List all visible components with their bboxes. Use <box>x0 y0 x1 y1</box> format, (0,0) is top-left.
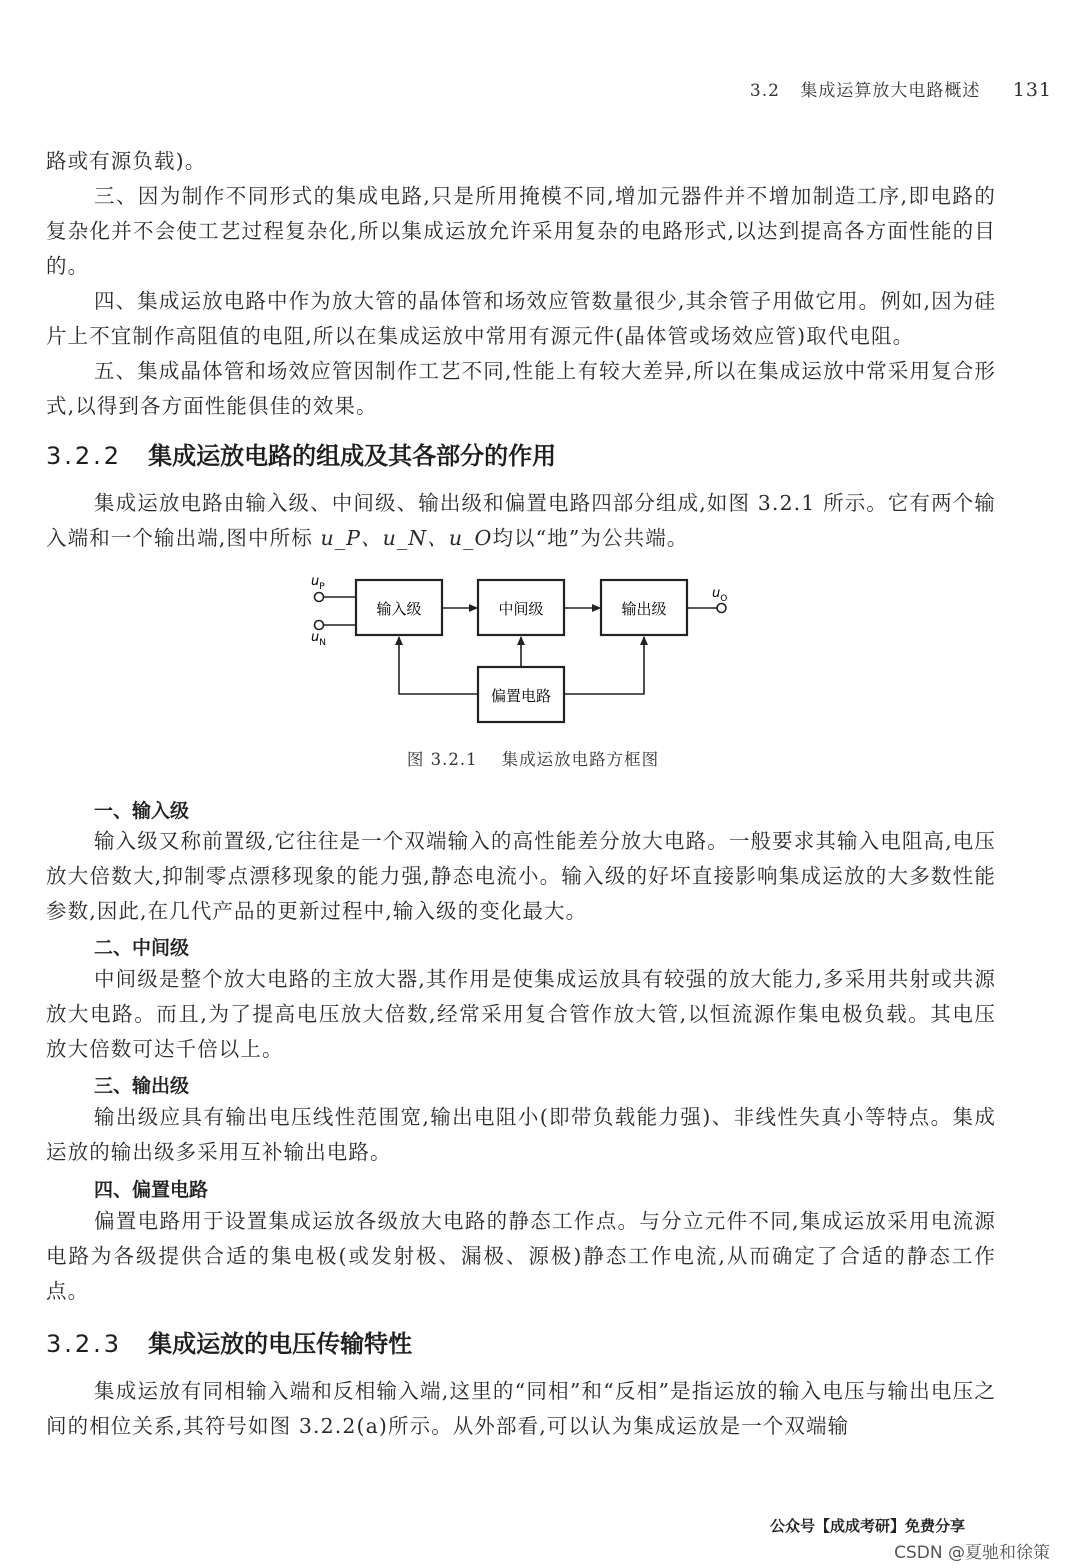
header-section-number: 3.2 <box>749 81 780 101</box>
block-middle-label: 中间级 <box>498 600 544 618</box>
figure-caption <box>0 746 1066 770</box>
section-title: 集成运放的电压传输特性 <box>148 1330 413 1358</box>
arrow-bias-to-input <box>399 637 478 694</box>
label-up: $u_P$ <box>311 574 325 592</box>
block-input-label: 输入级 <box>376 600 422 618</box>
section-number: 3.2.3 <box>46 1330 123 1358</box>
share-notice: 公众号【成成考研】免费分享 <box>770 1517 966 1535</box>
section-number: 3.2.2 <box>46 442 123 470</box>
arrow-bias-to-output <box>564 637 644 694</box>
label-uo: $u_O$ <box>712 586 728 604</box>
subsection-title-output: 三、输出级 <box>94 1075 190 1097</box>
figure-number: 图 3.2.1 <box>406 750 478 769</box>
figure-caption-text: 集成运放电路方框图 <box>501 750 660 769</box>
section-intro-paragraph <box>46 486 996 556</box>
block-diagram <box>300 568 760 738</box>
header-section-title: 集成运算放大电路概述 <box>800 81 981 101</box>
subsection-body-middle: 中间级是整个放大电路的主放大器,其作用是使集成运放具有较强的放大能力,多采用共射或共源放大电路。而且,为了提高电压放大倍数,经常采用复合管作放大管,以恒流源作集电极负载。其电压放大倍数可达千倍以上。 <box>46 967 996 1061</box>
intro-text-b: 均以“地”为公共端。 <box>492 526 689 550</box>
subsection-body-bias: 偏置电路用于设置集成运放各级放大电路的静态工作点。与分立元件不同,集成运放采用电流源电路为各级提供合适的集电极(或发射极、漏极、源极)静态工作电流,从而确定了合适的静态工作点。 <box>46 1209 996 1303</box>
paragraph-point-4: 四、集成运放电路中作为放大管的晶体管和场效应管数量很少,其余管子用做它用。例如,因为硅片上不宜制作高阻值的电阻,所以在集成运放中常用有源元件(晶体管或场效应管)取代电阻。 <box>46 289 996 348</box>
terminal-up <box>315 593 324 602</box>
label-un: $u_N$ <box>311 630 326 648</box>
subsection-title-bias: 四、偏置电路 <box>94 1179 209 1201</box>
running-header <box>736 76 1052 101</box>
section-heading-3-2-2 <box>46 436 556 471</box>
intro-text-a: 集成运放电路由输入级、中间级、输出级和偏置电路四部分组成,如图 3.2.1 所示。它有两个输入端和一个输出端,图中所标 <box>46 491 996 550</box>
terminal-uo <box>717 604 726 613</box>
subsection-body-output: 输出级应具有输出电压线性范围宽,输出电阻小(即带负载能力强)、非线性失真小等特点。集成运放的输出级多采用互补输出电路。 <box>46 1105 996 1164</box>
block-output-label: 输出级 <box>621 600 667 618</box>
paragraph-point-3: 三、因为制作不同形式的集成电路,只是所用掩模不同,增加元器件并不增加制造工序,即电路的复杂化并不会使工艺过程复杂化,所以集成运放允许采用复杂的电路形式,以达到提高各方面性能的目的。 <box>46 184 996 278</box>
subsection-title-input: 一、输入级 <box>94 800 190 822</box>
subsection-title-middle: 二、中间级 <box>94 937 190 959</box>
section-title: 集成运放电路的组成及其各部分的作用 <box>148 442 557 470</box>
paragraph-continuation: 路或有源负载)。 <box>46 149 207 173</box>
section-323-intro: 集成运放有同相输入端和反相输入端,这里的“同相”和“反相”是指运放的输入电压与输出电压之间的相位关系,其符号如图 3.2.2(a)所示。从外部看,可以认为集成运放是一个双端输 <box>46 1379 996 1438</box>
subsection-body-input: 输入级又称前置级,它往往是一个双端输入的高性能差分放大电路。一般要求其输入电阻高,电压放大倍数大,抑制零点漂移现象的能力强,静态电流小。输入级的好坏直接影响集成运放的大多数性能参数,因此,在几代产品的更新过程中,输入级的变化最大。 <box>46 829 996 923</box>
section-heading-3-2-3 <box>46 1324 412 1359</box>
terminal-un <box>315 621 324 630</box>
paragraph-point-5: 五、集成晶体管和场效应管因制作工艺不同,性能上有较大差异,所以在集成运放中常采用复合形式,以得到各方面性能俱佳的效果。 <box>46 359 996 418</box>
csdn-watermark: CSDN @夏驰和徐策 <box>894 1543 1050 1563</box>
block-bias-label: 偏置电路 <box>490 687 552 705</box>
page-number: 131 <box>1012 79 1052 101</box>
intro-variables: u_P、u_N、u_O <box>320 526 493 550</box>
